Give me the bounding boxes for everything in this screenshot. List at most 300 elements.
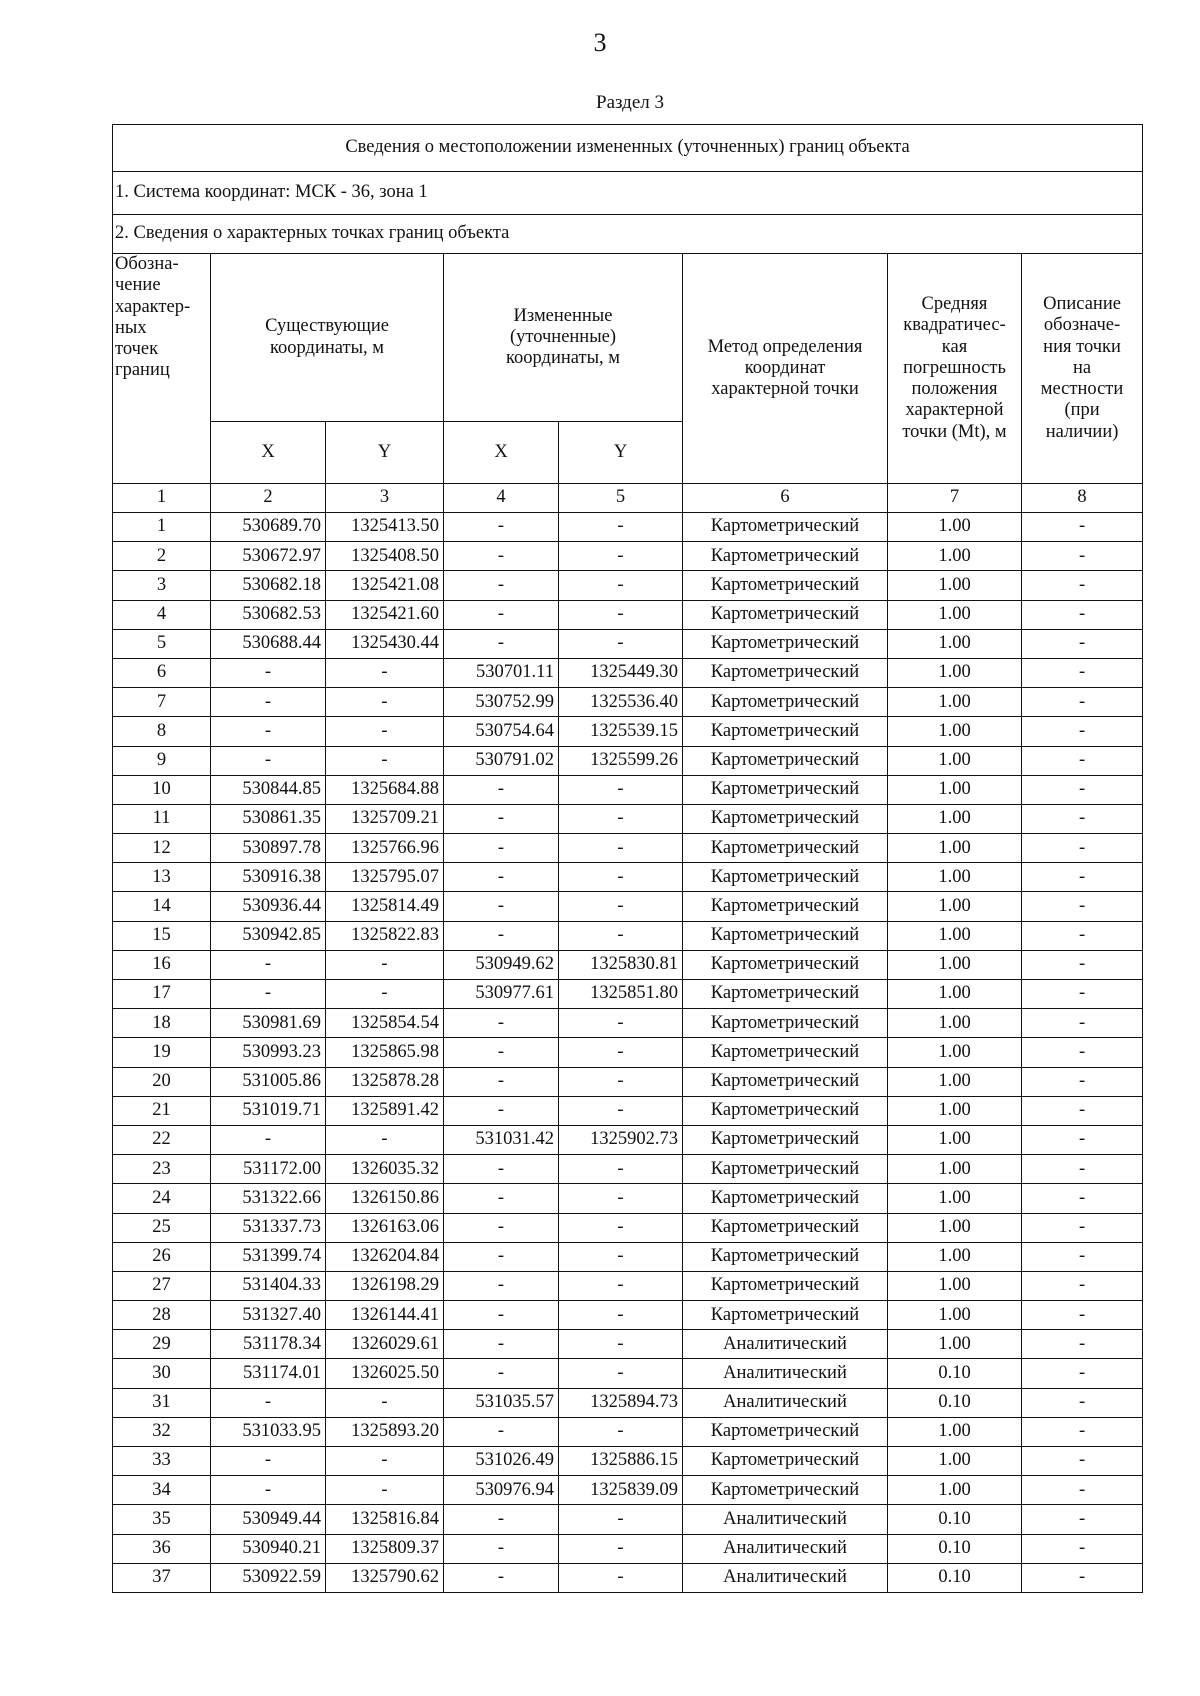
cell-description: - [1022, 1242, 1143, 1271]
table-row [113, 863, 1143, 892]
cell-method: Картометрический [683, 834, 888, 863]
cell-description: - [1022, 892, 1143, 921]
table-row [113, 1184, 1143, 1213]
cell-changed-x: 530791.02 [444, 746, 559, 775]
cell-existing-x: 531399.74 [211, 1242, 326, 1271]
cell-changed-y: 1325851.80 [559, 980, 683, 1009]
cell-method: Картометрический [683, 717, 888, 746]
cell-description: - [1022, 921, 1143, 950]
cell-point-number: 34 [113, 1476, 211, 1505]
header-changed-x: X [444, 422, 559, 484]
cell-existing-x: - [211, 1476, 326, 1505]
cell-existing-y: 1326198.29 [326, 1271, 444, 1300]
cell-existing-y: 1325878.28 [326, 1067, 444, 1096]
cell-error: 1.00 [888, 629, 1022, 658]
cell-error: 1.00 [888, 658, 1022, 687]
cell-method: Картометрический [683, 1417, 888, 1446]
cell-existing-y: 1325822.83 [326, 921, 444, 950]
cell-description: - [1022, 1125, 1143, 1154]
cell-changed-y: - [559, 1271, 683, 1300]
table-row [113, 1330, 1143, 1359]
cell-point-number: 10 [113, 775, 211, 804]
cell-existing-x: 531019.71 [211, 1096, 326, 1125]
table-row [113, 1213, 1143, 1242]
header-changed-coordinates [444, 254, 683, 422]
cell-changed-y: - [559, 1417, 683, 1446]
header-changed-label: Измененные (уточненные) координаты, м [506, 305, 620, 369]
header-error [888, 254, 1022, 484]
cell-point-number: 6 [113, 658, 211, 687]
cell-method: Аналитический [683, 1505, 888, 1534]
table-row [113, 980, 1143, 1009]
cell-existing-x: 530993.23 [211, 1038, 326, 1067]
header-point-designation [113, 254, 211, 484]
cell-method: Картометрический [683, 688, 888, 717]
cell-point-number: 14 [113, 892, 211, 921]
cell-changed-x: - [444, 1563, 559, 1592]
column-number: 4 [444, 484, 559, 513]
cell-point-number: 25 [113, 1213, 211, 1242]
cell-changed-x: 530976.94 [444, 1476, 559, 1505]
cell-method: Картометрический [683, 1476, 888, 1505]
table-row [113, 1155, 1143, 1184]
cell-description: - [1022, 775, 1143, 804]
cell-point-number: 15 [113, 921, 211, 950]
cell-point-number: 9 [113, 746, 211, 775]
table-row [113, 950, 1143, 979]
cell-error: 1.00 [888, 571, 1022, 600]
cell-changed-y: - [559, 863, 683, 892]
cell-existing-y: 1326163.06 [326, 1213, 444, 1242]
header-method-label: Метод определения координат характерной точки [707, 336, 863, 400]
cell-error: 1.00 [888, 1184, 1022, 1213]
cell-existing-y: 1325709.21 [326, 804, 444, 833]
cell-changed-x: - [444, 571, 559, 600]
cell-error: 1.00 [888, 1242, 1022, 1271]
cell-changed-x: - [444, 542, 559, 571]
cell-changed-x: - [444, 804, 559, 833]
cell-changed-y: - [559, 892, 683, 921]
cell-existing-y: 1325421.60 [326, 600, 444, 629]
table-row [113, 1417, 1143, 1446]
cell-method: Аналитический [683, 1388, 888, 1417]
cell-method: Картометрический [683, 863, 888, 892]
table-row [113, 542, 1143, 571]
cell-point-number: 21 [113, 1096, 211, 1125]
table-row [113, 804, 1143, 833]
cell-description: - [1022, 1388, 1143, 1417]
cell-error: 1.00 [888, 1009, 1022, 1038]
cell-error: 1.00 [888, 1330, 1022, 1359]
cell-changed-y: - [559, 775, 683, 804]
cell-error: 1.00 [888, 1476, 1022, 1505]
cell-error: 1.00 [888, 600, 1022, 629]
cell-point-number: 32 [113, 1417, 211, 1446]
table-row [113, 717, 1143, 746]
cell-error: 1.00 [888, 688, 1022, 717]
header-description-label: Описание обозначе- ния точки на местности (при наличии) [1040, 294, 1124, 442]
cell-existing-x: - [211, 1447, 326, 1476]
cell-point-number: 2 [113, 542, 211, 571]
cell-method: Картометрический [683, 1271, 888, 1300]
header-changed-y: Y [559, 422, 683, 484]
cell-point-number: 28 [113, 1301, 211, 1330]
column-number: 8 [1022, 484, 1143, 513]
cell-existing-x: 530688.44 [211, 629, 326, 658]
cell-method: Картометрический [683, 629, 888, 658]
cell-error: 1.00 [888, 834, 1022, 863]
cell-error: 0.10 [888, 1505, 1022, 1534]
cell-changed-y: 1325830.81 [559, 950, 683, 979]
cell-method: Аналитический [683, 1330, 888, 1359]
table-row [113, 658, 1143, 687]
cell-existing-x: 530682.53 [211, 600, 326, 629]
table-row [113, 1242, 1143, 1271]
cell-existing-x: 530949.44 [211, 1505, 326, 1534]
cell-description: - [1022, 1009, 1143, 1038]
cell-existing-y: - [326, 1388, 444, 1417]
cell-error: 1.00 [888, 863, 1022, 892]
table-row [113, 1271, 1143, 1300]
cell-existing-y: - [326, 980, 444, 1009]
table-row [113, 775, 1143, 804]
cell-existing-y: 1325766.96 [326, 834, 444, 863]
cell-changed-x: - [444, 1213, 559, 1242]
cell-method: Аналитический [683, 1563, 888, 1592]
cell-changed-y: - [559, 1067, 683, 1096]
cell-method: Картометрический [683, 892, 888, 921]
cell-description: - [1022, 1271, 1143, 1300]
header-existing-label: Существующие координаты, м [265, 316, 389, 358]
cell-existing-y: 1326144.41 [326, 1301, 444, 1330]
cell-existing-x: 530942.85 [211, 921, 326, 950]
cell-description: - [1022, 1184, 1143, 1213]
header-description [1022, 254, 1143, 484]
cell-error: 1.00 [888, 717, 1022, 746]
header-existing-coordinates [211, 254, 444, 422]
cell-changed-y: 1325539.15 [559, 717, 683, 746]
cell-method: Картометрический [683, 1447, 888, 1476]
table-row [113, 892, 1143, 921]
cell-changed-y: - [559, 571, 683, 600]
cell-changed-y: 1325902.73 [559, 1125, 683, 1154]
cell-changed-x: - [444, 1009, 559, 1038]
cell-changed-x: - [444, 1096, 559, 1125]
cell-changed-x: - [444, 1534, 559, 1563]
cell-error: 0.10 [888, 1534, 1022, 1563]
cell-changed-y: - [559, 804, 683, 833]
cell-existing-x: 531174.01 [211, 1359, 326, 1388]
cell-point-number: 26 [113, 1242, 211, 1271]
cell-changed-y: 1325886.15 [559, 1447, 683, 1476]
cell-point-number: 11 [113, 804, 211, 833]
cell-changed-x: - [444, 921, 559, 950]
cell-error: 0.10 [888, 1388, 1022, 1417]
cell-changed-y: - [559, 1563, 683, 1592]
cell-method: Картометрический [683, 1213, 888, 1242]
cell-method: Картометрический [683, 746, 888, 775]
cell-changed-x: - [444, 892, 559, 921]
cell-point-number: 13 [113, 863, 211, 892]
cell-changed-y: 1325599.26 [559, 746, 683, 775]
cell-changed-y: 1325894.73 [559, 1388, 683, 1417]
cell-method: Картометрический [683, 804, 888, 833]
table-row [113, 1476, 1143, 1505]
cell-description: - [1022, 1301, 1143, 1330]
cell-existing-y: 1325413.50 [326, 513, 444, 542]
cell-existing-x: - [211, 658, 326, 687]
cell-point-number: 23 [113, 1155, 211, 1184]
cell-existing-y: - [326, 688, 444, 717]
cell-changed-y: - [559, 600, 683, 629]
cell-changed-y: - [559, 1242, 683, 1271]
cell-description: - [1022, 1447, 1143, 1476]
column-number: 7 [888, 484, 1022, 513]
cell-existing-y: - [326, 717, 444, 746]
cell-description: - [1022, 1359, 1143, 1388]
cell-error: 1.00 [888, 1301, 1022, 1330]
cell-changed-x: - [444, 1359, 559, 1388]
cell-existing-x: 531322.66 [211, 1184, 326, 1213]
cell-point-number: 12 [113, 834, 211, 863]
points-caption: 2. Сведения о характерных точках границ объекта [113, 215, 1143, 254]
table-row [113, 1009, 1143, 1038]
cell-existing-y: 1325854.54 [326, 1009, 444, 1038]
cell-existing-x: 530689.70 [211, 513, 326, 542]
cell-existing-x: 530940.21 [211, 1534, 326, 1563]
header-method [683, 254, 888, 484]
cell-error: 0.10 [888, 1359, 1022, 1388]
cell-changed-x: - [444, 1301, 559, 1330]
cell-changed-y: - [559, 1534, 683, 1563]
cell-existing-y: 1325814.49 [326, 892, 444, 921]
cell-existing-x: 531005.86 [211, 1067, 326, 1096]
cell-method: Картометрический [683, 980, 888, 1009]
cell-changed-y: - [559, 1096, 683, 1125]
table-title: Сведения о местоположении измененных (уточненных) границ объекта [113, 125, 1143, 172]
table-row [113, 1038, 1143, 1067]
cell-changed-x: - [444, 834, 559, 863]
cell-point-number: 27 [113, 1271, 211, 1300]
cell-description: - [1022, 658, 1143, 687]
table-row [113, 513, 1143, 542]
cell-changed-y: - [559, 1038, 683, 1067]
header-point-label: Обозна- чение характер- ных точек границ [115, 254, 191, 381]
cell-changed-y: - [559, 1330, 683, 1359]
table-row [113, 629, 1143, 658]
cell-existing-x: - [211, 980, 326, 1009]
cell-existing-y: - [326, 1476, 444, 1505]
cell-changed-x: - [444, 1417, 559, 1446]
cell-existing-x: 531178.34 [211, 1330, 326, 1359]
cell-changed-y: 1325839.09 [559, 1476, 683, 1505]
cell-method: Картометрический [683, 658, 888, 687]
table-row [113, 1096, 1143, 1125]
cell-method: Картометрический [683, 921, 888, 950]
cell-error: 1.00 [888, 1038, 1022, 1067]
cell-description: - [1022, 1505, 1143, 1534]
cell-changed-y: - [559, 1009, 683, 1038]
table-row [113, 1125, 1143, 1154]
cell-existing-y: 1325790.62 [326, 1563, 444, 1592]
cell-point-number: 33 [113, 1447, 211, 1476]
table-row [113, 1359, 1143, 1388]
table-row [113, 1447, 1143, 1476]
cell-existing-x: - [211, 746, 326, 775]
cell-existing-x: 530897.78 [211, 834, 326, 863]
cell-existing-x: 530844.85 [211, 775, 326, 804]
cell-description: - [1022, 571, 1143, 600]
cell-changed-x: - [444, 600, 559, 629]
cell-changed-x: - [444, 775, 559, 804]
header-existing-y: Y [326, 422, 444, 484]
cell-existing-y: 1325421.08 [326, 571, 444, 600]
table-row [113, 746, 1143, 775]
cell-description: - [1022, 834, 1143, 863]
cell-existing-y: - [326, 658, 444, 687]
cell-description: - [1022, 1534, 1143, 1563]
boundary-points-table [112, 124, 1143, 1593]
cell-point-number: 7 [113, 688, 211, 717]
cell-changed-y: - [559, 1155, 683, 1184]
cell-point-number: 29 [113, 1330, 211, 1359]
cell-method: Картометрический [683, 571, 888, 600]
cell-description: - [1022, 1213, 1143, 1242]
cell-error: 1.00 [888, 1447, 1022, 1476]
table-row [113, 1563, 1143, 1592]
cell-changed-y: 1325536.40 [559, 688, 683, 717]
cell-error: 1.00 [888, 1155, 1022, 1184]
cell-existing-y: 1325891.42 [326, 1096, 444, 1125]
cell-existing-x: 530936.44 [211, 892, 326, 921]
cell-point-number: 18 [113, 1009, 211, 1038]
column-number: 2 [211, 484, 326, 513]
cell-description: - [1022, 863, 1143, 892]
cell-changed-x: - [444, 863, 559, 892]
cell-existing-y: 1325816.84 [326, 1505, 444, 1534]
cell-existing-y: - [326, 950, 444, 979]
cell-existing-y: 1325795.07 [326, 863, 444, 892]
cell-changed-y: - [559, 921, 683, 950]
cell-error: 1.00 [888, 1213, 1022, 1242]
cell-existing-y: 1325684.88 [326, 775, 444, 804]
cell-changed-y: - [559, 834, 683, 863]
cell-existing-y: 1325809.37 [326, 1534, 444, 1563]
cell-description: - [1022, 804, 1143, 833]
cell-method: Картометрический [683, 1242, 888, 1271]
cell-method: Картометрический [683, 775, 888, 804]
cell-existing-y: 1326035.32 [326, 1155, 444, 1184]
cell-point-number: 4 [113, 600, 211, 629]
cell-changed-x: - [444, 1242, 559, 1271]
column-number: 6 [683, 484, 888, 513]
cell-description: - [1022, 980, 1143, 1009]
cell-method: Картометрический [683, 950, 888, 979]
cell-existing-x: 530682.18 [211, 571, 326, 600]
cell-point-number: 5 [113, 629, 211, 658]
cell-existing-x: 531033.95 [211, 1417, 326, 1446]
cell-error: 1.00 [888, 1096, 1022, 1125]
cell-method: Картометрический [683, 1038, 888, 1067]
cell-description: - [1022, 600, 1143, 629]
cell-error: 1.00 [888, 1125, 1022, 1154]
cell-method: Картометрический [683, 513, 888, 542]
cell-changed-x: - [444, 1067, 559, 1096]
cell-changed-x: - [444, 1505, 559, 1534]
cell-description: - [1022, 1330, 1143, 1359]
cell-error: 1.00 [888, 950, 1022, 979]
cell-changed-x: - [444, 1184, 559, 1213]
cell-existing-y: 1325893.20 [326, 1417, 444, 1446]
cell-error: 1.00 [888, 542, 1022, 571]
cell-point-number: 17 [113, 980, 211, 1009]
cell-changed-x: 530754.64 [444, 717, 559, 746]
cell-description: - [1022, 1155, 1143, 1184]
cell-error: 1.00 [888, 1067, 1022, 1096]
header-existing-x: X [211, 422, 326, 484]
cell-description: - [1022, 1417, 1143, 1446]
cell-existing-y: 1326204.84 [326, 1242, 444, 1271]
cell-description: - [1022, 688, 1143, 717]
cell-existing-y: 1326150.86 [326, 1184, 444, 1213]
table-row [113, 1505, 1143, 1534]
cell-method: Картометрический [683, 1301, 888, 1330]
cell-existing-x: 530916.38 [211, 863, 326, 892]
cell-description: - [1022, 1067, 1143, 1096]
cell-changed-y: - [559, 542, 683, 571]
cell-description: - [1022, 513, 1143, 542]
cell-point-number: 20 [113, 1067, 211, 1096]
cell-point-number: 31 [113, 1388, 211, 1417]
cell-changed-x: 530752.99 [444, 688, 559, 717]
cell-method: Картометрический [683, 1184, 888, 1213]
cell-point-number: 1 [113, 513, 211, 542]
cell-existing-x: - [211, 1388, 326, 1417]
cell-method: Картометрический [683, 1009, 888, 1038]
cell-point-number: 19 [113, 1038, 211, 1067]
cell-existing-y: 1325430.44 [326, 629, 444, 658]
cell-error: 1.00 [888, 1271, 1022, 1300]
cell-existing-x: 531337.73 [211, 1213, 326, 1242]
coordinate-system: 1. Система координат: МСК - 36, зона 1 [113, 172, 1143, 215]
cell-existing-x: - [211, 717, 326, 746]
cell-description: - [1022, 1038, 1143, 1067]
cell-error: 1.00 [888, 892, 1022, 921]
cell-description: - [1022, 1563, 1143, 1592]
column-number: 1 [113, 484, 211, 513]
cell-changed-x: 531031.42 [444, 1125, 559, 1154]
cell-existing-x: 530861.35 [211, 804, 326, 833]
cell-point-number: 30 [113, 1359, 211, 1388]
cell-changed-y: 1325449.30 [559, 658, 683, 687]
cell-existing-x: - [211, 950, 326, 979]
cell-point-number: 8 [113, 717, 211, 746]
cell-changed-x: - [444, 1038, 559, 1067]
cell-method: Картометрический [683, 1155, 888, 1184]
cell-existing-x: 530981.69 [211, 1009, 326, 1038]
cell-changed-x: 530977.61 [444, 980, 559, 1009]
cell-existing-y: 1325408.50 [326, 542, 444, 571]
cell-changed-x: - [444, 513, 559, 542]
cell-changed-x: 531035.57 [444, 1388, 559, 1417]
cell-changed-x: 531026.49 [444, 1447, 559, 1476]
cell-error: 1.00 [888, 921, 1022, 950]
cell-existing-x: - [211, 688, 326, 717]
cell-method: Картометрический [683, 542, 888, 571]
cell-changed-y: - [559, 1359, 683, 1388]
cell-existing-y: - [326, 1125, 444, 1154]
cell-existing-x: 531404.33 [211, 1271, 326, 1300]
